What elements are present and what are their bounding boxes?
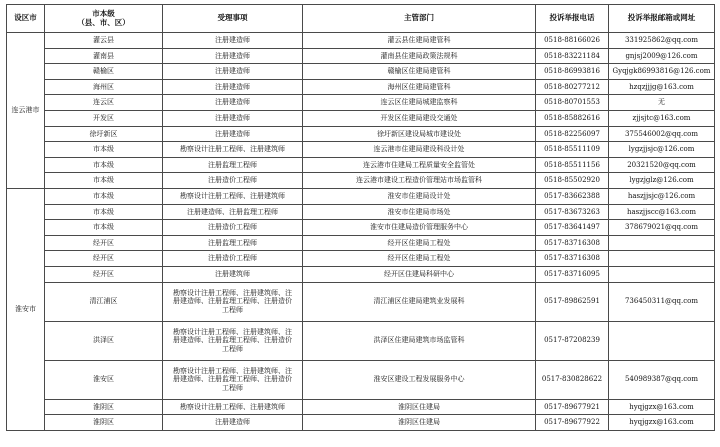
table-row [7,204,715,220]
level-cell: 经开区 [45,251,163,267]
department-cell: 赣榆区住建局建管科 [303,64,536,80]
phone-cell: 0517-89677922 [536,415,609,431]
level-cell: 洪泽区 [45,321,163,360]
level-cell: 连云区 [45,95,163,111]
department-cell: 开发区住建局建设交通处 [303,110,536,126]
phone-cell: 0518-85882616 [536,110,609,126]
matter-cell: 注册监理工程师 [163,157,303,173]
level-cell: 经开区 [45,235,163,251]
level-cell: 市本级 [45,157,163,173]
header-department: 主管部门 [303,5,536,33]
contact-cell: 378679021@qq.com [609,220,715,236]
phone-cell: 0518-83221184 [536,48,609,64]
matter-cell: 注册建造师 [163,126,303,142]
department-cell: 灌南县住建局政策法规科 [303,48,536,64]
level-cell: 开发区 [45,110,163,126]
phone-cell: 0518-82256097 [536,126,609,142]
table-row [7,126,715,142]
level-cell: 赣榆区 [45,64,163,80]
phone-cell: 0518-85511109 [536,142,609,158]
header-contact: 投诉举报邮箱或网址 [609,5,715,33]
phone-cell: 0518-85511156 [536,157,609,173]
table-row [7,142,715,158]
phone-cell: 0518-88166026 [536,33,609,49]
table-body [7,33,715,431]
department-cell: 徐圩新区建设局城市建设处 [303,126,536,142]
department-cell: 淮安市住建局市场处 [303,204,536,220]
table-row [7,173,715,189]
department-cell: 淮安市住建局造价管理服务中心 [303,220,536,236]
matter-text: 勘察设计注册工程师、注册建筑师、注册建造师、注册监理工程师、注册造价工程师 [173,366,292,392]
level-cell: 市本级 [45,142,163,158]
matter-cell: 注册造价工程师 [163,173,303,189]
matter-cell: 注册建造师 [163,79,303,95]
matter-cell [163,282,303,321]
header-level-line2: （县、市、区） [77,17,130,27]
level-cell: 徐圩新区 [45,126,163,142]
table-row [7,157,715,173]
contact-cell: haszjjsjc@126.com [609,188,715,204]
table-row [7,48,715,64]
header-phone: 投诉举报电话 [536,5,609,33]
header-matter: 受理事项 [163,5,303,33]
level-cell: 淮阴区 [45,415,163,431]
department-cell: 淮阴区住建局 [303,399,536,415]
contact-cell [609,251,715,267]
matter-cell: 注册造价工程师 [163,220,303,236]
contact-cell: 20321520@qq.com [609,157,715,173]
department-cell: 经开区住建局工程处 [303,251,536,267]
table-row [7,188,715,204]
contact-cell: 375546002@qq.com [609,126,715,142]
contact-cell: hzqzjjjg@163.com [609,79,715,95]
table-row [7,415,715,431]
matter-text: 勘察设计注册工程师、注册建筑师、注册建造师、注册监理工程师、注册造价工程师 [173,288,292,314]
department-cell: 洪泽区住建局建筑市场监管科 [303,321,536,360]
phone-cell: 0518-85502920 [536,173,609,189]
level-cell: 市本级 [45,173,163,189]
department-cell: 淮安市住建局设计处 [303,188,536,204]
city-cell: 连云港市 [7,33,45,189]
department-cell: 淮阴区住建局 [303,415,536,431]
department-cell: 淮安区建设工程发展服务中心 [303,360,536,399]
department-cell: 清江浦区住建局建筑业发展科 [303,282,536,321]
level-cell: 淮安区 [45,360,163,399]
matter-cell [163,321,303,360]
table-row [7,95,715,111]
phone-cell: 0517-83716308 [536,235,609,251]
phone-cell: 0518-80701553 [536,95,609,111]
table-row [7,235,715,251]
matter-cell: 注册建造师 [163,48,303,64]
table-row [7,282,715,321]
table-row [7,220,715,236]
header-level [45,5,163,33]
table-row [7,33,715,49]
contact-cell: 无 [609,95,715,111]
contact-table [6,4,715,431]
level-cell: 淮阴区 [45,399,163,415]
contact-cell [609,321,715,360]
level-cell: 清江浦区 [45,282,163,321]
contact-cell: zjjsjtc@163.com [609,110,715,126]
contact-cell: Gyqjgk86993816@126.com [609,64,715,80]
level-cell: 灌南县 [45,48,163,64]
table-row [7,64,715,80]
department-cell: 经开区住建局工程处 [303,235,536,251]
table-row [7,360,715,399]
phone-cell: 0517-87208239 [536,321,609,360]
matter-cell: 勘察设计注册工程师、注册建筑师 [163,188,303,204]
contact-cell [609,266,715,282]
phone-cell: 0517-89677921 [536,399,609,415]
matter-cell: 注册建造师 [163,33,303,49]
level-cell: 海州区 [45,79,163,95]
city-cell: 淮安市 [7,188,45,430]
table-row [7,251,715,267]
matter-text: 勘察设计注册工程师、注册建筑师、注册建造师、注册监理工程师、注册造价工程师 [173,327,292,353]
matter-cell: 注册建造师 [163,110,303,126]
matter-cell: 注册建造师 [163,415,303,431]
matter-cell: 注册造价工程师 [163,251,303,267]
table-row [7,321,715,360]
table-row [7,79,715,95]
phone-cell: 0517-83716308 [536,251,609,267]
matter-cell: 勘察设计注册工程师、注册建筑师 [163,142,303,158]
level-cell: 市本级 [45,188,163,204]
matter-cell: 注册建造师、注册监理工程师 [163,204,303,220]
department-cell: 连云区住建局城建监察科 [303,95,536,111]
department-cell: 连云港市住建局建设科设计处 [303,142,536,158]
matter-cell: 注册监理工程师 [163,235,303,251]
phone-cell: 0517-89862591 [536,282,609,321]
contact-cell: lygzjglz@126.com [609,173,715,189]
contact-cell: 540989387@qq.com [609,360,715,399]
table-row [7,110,715,126]
phone-cell: 0518-80277212 [536,79,609,95]
level-cell: 市本级 [45,220,163,236]
level-cell: 市本级 [45,204,163,220]
department-cell: 灌云县住建局建管科 [303,33,536,49]
department-cell: 连云港市建设工程造价管理站市场监管科 [303,173,536,189]
department-cell: 连云港市住建局工程质量安全监管处 [303,157,536,173]
contact-cell: haszjjscc@163.com [609,204,715,220]
phone-cell: 0518-86993816 [536,64,609,80]
department-cell: 经开区住建局科研中心 [303,266,536,282]
phone-cell: 0517-83673263 [536,204,609,220]
header-row [7,5,715,33]
contact-cell: hyqjgzx@163.com [609,399,715,415]
contact-cell [609,235,715,251]
table-row [7,266,715,282]
header-level-line1: 市本级 [92,8,115,18]
department-cell: 海州区住建局建管科 [303,79,536,95]
matter-cell: 注册建造师 [163,64,303,80]
phone-cell: 0517-83641497 [536,220,609,236]
matter-cell [163,360,303,399]
matter-cell: 注册建筑师 [163,266,303,282]
complaint-contact-sheet [6,4,714,431]
phone-cell: 0517-83662388 [536,188,609,204]
matter-cell: 注册建造师 [163,95,303,111]
level-cell: 灌云县 [45,33,163,49]
level-cell: 经开区 [45,266,163,282]
phone-cell: 0517-830828622 [536,360,609,399]
table-row [7,399,715,415]
contact-cell: hyqjgzx@163.com [609,415,715,431]
matter-cell: 勘察设计注册工程师、注册建筑师 [163,399,303,415]
header-city: 设区市 [7,5,45,33]
contact-cell: gnjsj2009@126.com [609,48,715,64]
contact-cell: lygzjjsjc@126.com [609,142,715,158]
phone-cell: 0517-83716095 [536,266,609,282]
contact-cell: 331925862@qq.com [609,33,715,49]
contact-cell: 736450311@qq.com [609,282,715,321]
